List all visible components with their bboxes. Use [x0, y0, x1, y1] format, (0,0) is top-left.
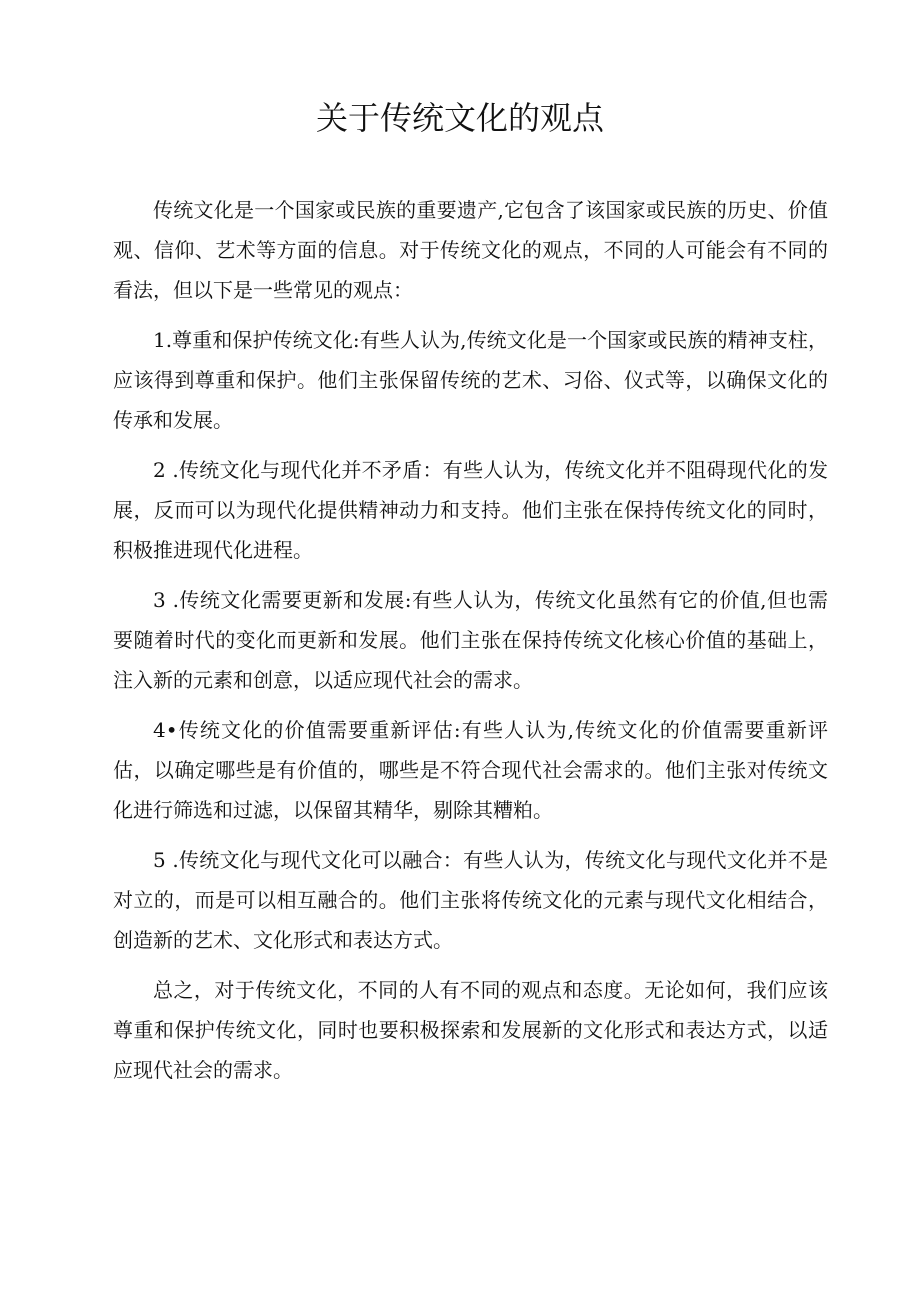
viewpoint-5-paragraph: 5 .传统文化与现代文化可以融合：有些人认为，传统文化与现代文化并不是对立的，而是可以相互融合的。他们主张将传统文化的元素与现代文化相结合，创造新的艺术、文化形式和表达方式。: [113, 848, 828, 952]
viewpoint-4-paragraph: 4•传统文化的价值需要重新评估:有些人认为,传统文化的价值需要重新评估，以确定哪些是有价值的，哪些是不符合现代社会需求的。他们主张对传统文化进行筛选和过滤，以保留其精华，剔除其糟粕。: [113, 718, 828, 822]
intro-paragraph: 传统文化是一个国家或民族的重要遗产,它包含了该国家或民族的历史、价值观、信仰、艺术等方面的信息。对于传统文化的观点，不同的人可能会有不同的看法，但以下是一些常见的观点：: [113, 198, 828, 302]
viewpoint-3-paragraph: 3 .传统文化需要更新和发展:有些人认为，传统文化虽然有它的价值,但也需要随着时代的变化而更新和发展。他们主张在保持传统文化核心价值的基础上，注入新的元素和创意，以适应现代社会的需求。: [113, 588, 828, 692]
page-title: 关于传统文化的观点: [315, 99, 604, 137]
viewpoint-1-paragraph: 1.尊重和保护传统文化:有些人认为,传统文化是一个国家或民族的精神支柱，应该得到尊重和保护。他们主张保留传统的艺术、习俗、仪式等，以确保文化的传承和发展。: [113, 328, 828, 432]
viewpoint-2-paragraph: 2 .传统文化与现代化并不矛盾：有些人认为，传统文化并不阻碍现代化的发展，反而可以为现代化提供精神动力和支持。他们主张在保持传统文化的同时，积极推进现代化进程。: [113, 458, 828, 562]
document-body: [113, 190, 828, 1100]
conclusion-paragraph: 总之，对于传统文化，不同的人有不同的观点和态度。无论如何，我们应该尊重和保护传统文化，同时也要积极探索和发展新的文化形式和表达方式，以适应现代社会的需求。: [113, 978, 828, 1082]
